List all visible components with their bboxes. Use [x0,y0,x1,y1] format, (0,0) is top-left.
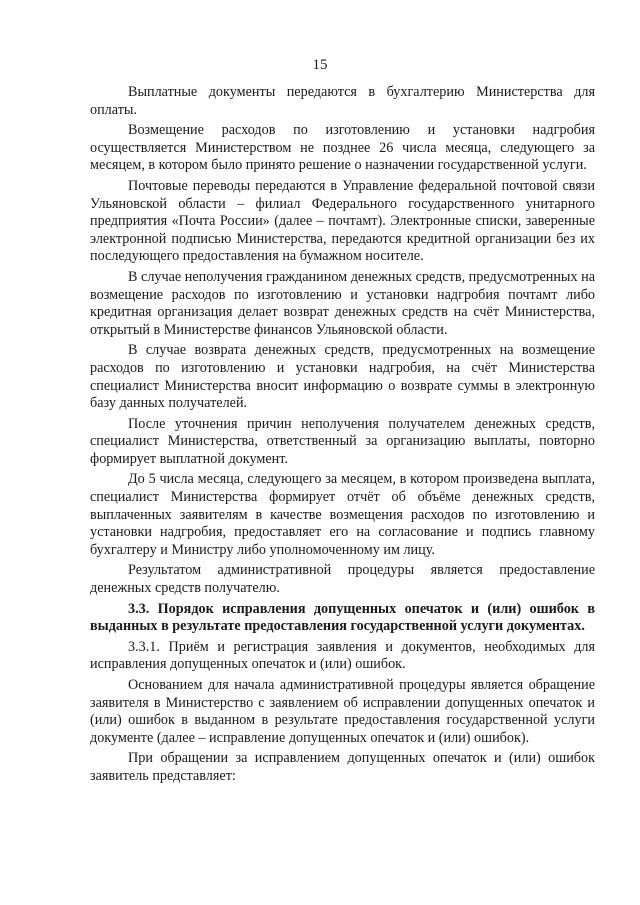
paragraph-result: Результатом административной процедуры является предоставление денежных средств получателю. [90,562,595,597]
paragraph-report: До 5 числа месяца, следующего за месяцем, в котором произведена выплата, специалист Министерства формирует отчёт об объёме денежных средств, выплаченных заявителям в качестве возмещения расходов по изготовлению и установки надгробия, предоставляет его на согласование и подпись главному бухгалтеру и Министру либо уполномоченному им лицу. [90,471,595,558]
paragraph-non-receipt: В случае неполучения гражданином денежных средств, предусмотренных на возмещение расходов по изготовлению и установки надгробия почтамт либо кредитная организация делает возврат денежных средств на счёт Министерства, открытый в Министерстве финансов Ульяновской области. [90,268,595,338]
paragraph-payment-documents: Выплатные документы передаются в бухгалтерию Министерства для оплаты. [90,84,595,118]
paragraph-clarification: После уточнения причин неполучения получателем денежных средств, специалист Министерства, ответственный за организацию выплаты, повторно формирует выплатной документ. [90,415,595,467]
paragraph-refund: В случае возврата денежных средств, предусмотренных на возмещение расходов по изготовлению и установки надгробия, на счёт Министерства специалист Министерства вносит информацию о возврате суммы в электронную базу данных получателей. [90,342,595,412]
paragraph-applicant-submits: При обращении за исправлением допущенных опечаток и (или) ошибок заявитель представляет: [90,750,595,784]
paragraph-3-3-1: 3.3.1. Приём и регистрация заявления и документов, необходимых для исправления допущенных опечаток и (или) ошибок. [90,638,595,673]
page-number: 15 [312,57,328,73]
paragraph-postal-transfers: Почтовые переводы передаются в Управление федеральной почтовой связи Ульяновской области – филиал Федерального государственного унитарного предприятия «Почта России» (далее – почтамт). Электронные списки, заверенные электронной подписью Министерства, передаются кредитной организации без их последующего предоставления на бумажном носителе. [90,177,595,265]
document-body [90,84,595,786]
paragraph-basis: Основанием для начала административной процедуры является обращение заявителя в Министерство с заявлением об исправлении допущенных опечаток и (или) ошибок в выданном в результате предоставления государственной услуги документе (далее – исправление допущенных опечаток и (или) ошибок). [90,677,595,746]
paragraph-reimbursement: Возмещение расходов по изготовлению и установки надгробия осуществляется Министерством не позднее 26 числа месяца, следующего за месяцем, в котором было принято решение о назначении государственной услуги. [90,122,595,174]
section-heading-3-3: 3.3. Порядок исправления допущенных опечаток и (или) ошибок в выданных в результате предоставления государственной услуги документах. [90,600,595,635]
